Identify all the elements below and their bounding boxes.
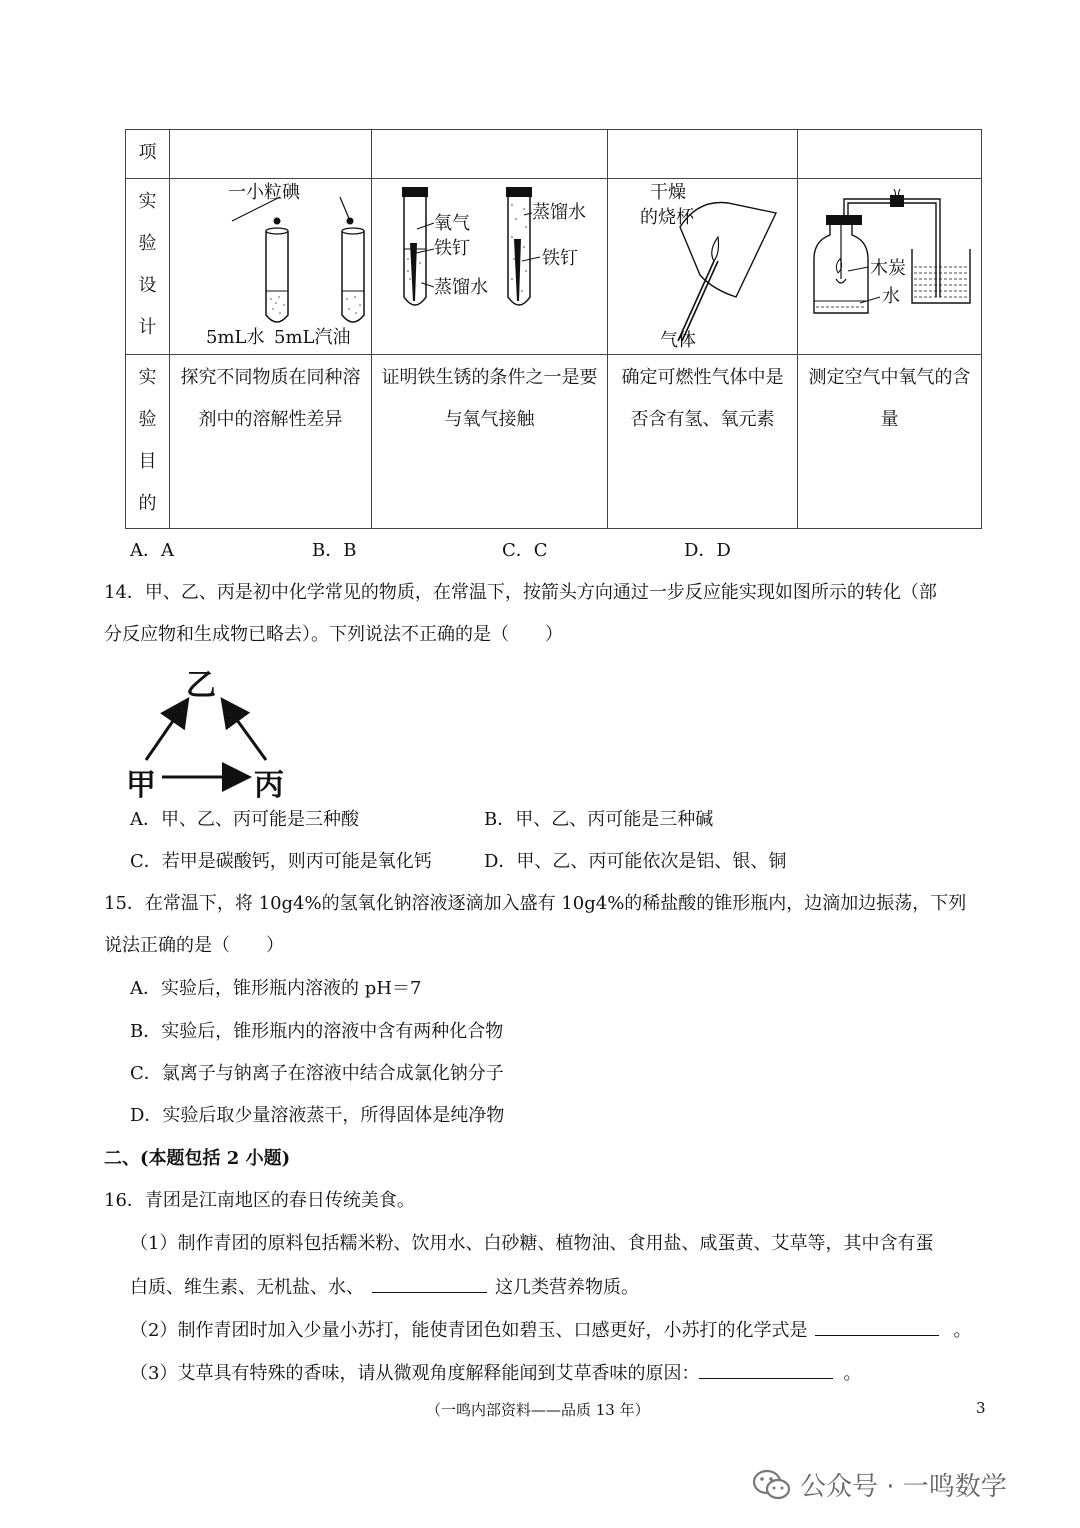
q15-option-d: D．实验后取少量溶液蒸干，所得固体是纯净物 [130, 1105, 505, 1126]
design-row-label: 实 验 设 计 [126, 179, 170, 355]
header-row-label: 项 [126, 130, 170, 179]
watermark [752, 1466, 1007, 1503]
label-water-2: 蒸馏水 [532, 202, 586, 223]
q15-stem-line2: 说法正确的是（ ） [104, 935, 284, 956]
answer-blank-1[interactable] [372, 1274, 487, 1293]
q14-conversion-diagram [126, 660, 296, 803]
q14-option-d: D．甲、乙、丙可能依次是铝、银、铜 [484, 851, 787, 872]
q13-option-b: B．B [312, 540, 357, 561]
q16-part1-line1: （1）制作青团的原料包括糯米粉、饮用水、白砂糖、植物油、食用盐、咸蛋黄、艾草等，其中含有蛋 [130, 1233, 934, 1254]
label-dry: 干燥 [650, 182, 686, 203]
q14-option-c: C．若甲是碳酸钙，则丙可能是氧化钙 [130, 851, 432, 872]
label-water-d: 水 [882, 286, 900, 307]
q13-option-d: D．D [684, 540, 731, 561]
q14-stem-line2: 分反应物和生成物已略去）。下列说法不正确的是（ ） [104, 624, 563, 645]
q14-stem-line1: 14．甲、乙、丙是初中化学常见的物质，在常温下，按箭头方向通过一步反应能实现如图所示的转化（部 [104, 582, 937, 603]
label-nail-2: 铁钉 [542, 248, 578, 269]
node-bing: 丙 [254, 768, 284, 803]
q16-part2: （2）制作青团时加入少量小苏打，能使青团色如碧玉、口感更好，小苏打的化学式是 。 [130, 1317, 971, 1343]
q16-stem: 16．青团是江南地区的春日传统美食。 [104, 1190, 415, 1211]
label-water-1: 蒸馏水 [434, 277, 488, 298]
q13-option-c: C．C [502, 540, 548, 561]
answer-blank-2[interactable] [815, 1317, 939, 1336]
goal-row-label: 实 验 目 的 [126, 355, 170, 529]
q15-option-b: B．实验后，锥形瓶内的溶液中含有两种化合物 [130, 1021, 504, 1042]
node-jia: 甲 [126, 768, 156, 803]
experiment-table [125, 129, 982, 529]
q13-option-a: A．A [130, 540, 174, 561]
design-c-diagram [608, 179, 798, 355]
footer-text: （一鸣内部资料——品质 13 年） [426, 1401, 650, 1419]
label-charcoal: 木炭 [870, 258, 906, 279]
q16-part3: （3）艾草具有特殊的香味，请从微观角度解释能闻到艾草香味的原因： 。 [130, 1360, 861, 1386]
label-nail-1: 铁钉 [434, 238, 470, 259]
wechat-icon [752, 1468, 792, 1502]
watermark-text: 公众号 · 一鸣数学 [800, 1472, 1007, 1502]
q14-option-b: B．甲、乙、丙可能是三种碱 [484, 809, 714, 830]
goal-d: 测定空气中氧气的含 量 [798, 355, 982, 529]
label-gas: 气体 [660, 330, 696, 351]
q16-part1-line2: 白质、维生素、无机盐、水、 这几类营养物质。 [130, 1274, 639, 1300]
label-gasoline-5ml: 5mL汽油 [274, 327, 351, 348]
label-iodine: 一小粒碘 [228, 182, 300, 203]
node-yi: 乙 [186, 668, 216, 703]
design-b-diagram [372, 179, 608, 355]
label-oxygen: 氧气 [434, 213, 470, 234]
label-beaker: 的烧杯 [640, 207, 694, 228]
goal-c: 确定可燃性气体中是 否含有氢、氧元素 [608, 355, 798, 529]
q15-option-c: C．氯离子与钠离子在溶液中结合成氯化钠分子 [130, 1063, 504, 1084]
answer-blank-3[interactable] [699, 1360, 833, 1379]
q15-option-a: A．实验后，锥形瓶内溶液的 pH＝7 [130, 978, 422, 999]
goal-a: 探究不同物质在同种溶 剂中的溶解性差异 [170, 355, 372, 529]
design-d-diagram [798, 179, 982, 355]
goal-b: 证明铁生锈的条件之一是要 与氧气接触 [372, 355, 608, 529]
section-2-heading: 二、(本题包括 2 小题) [104, 1148, 291, 1169]
q14-option-a: A．甲、乙、丙可能是三种酸 [130, 809, 359, 830]
page-number: 3 [976, 1399, 986, 1417]
design-a-diagram [170, 179, 372, 355]
label-water-5ml: 5mL水 [206, 327, 265, 348]
q15-stem-line1: 15．在常温下，将 10g4%的氢氧化钠溶液逐滴加入盛有 10g4%的稀盐酸的锥形瓶内，边滴加边振荡，下列 [104, 893, 967, 914]
